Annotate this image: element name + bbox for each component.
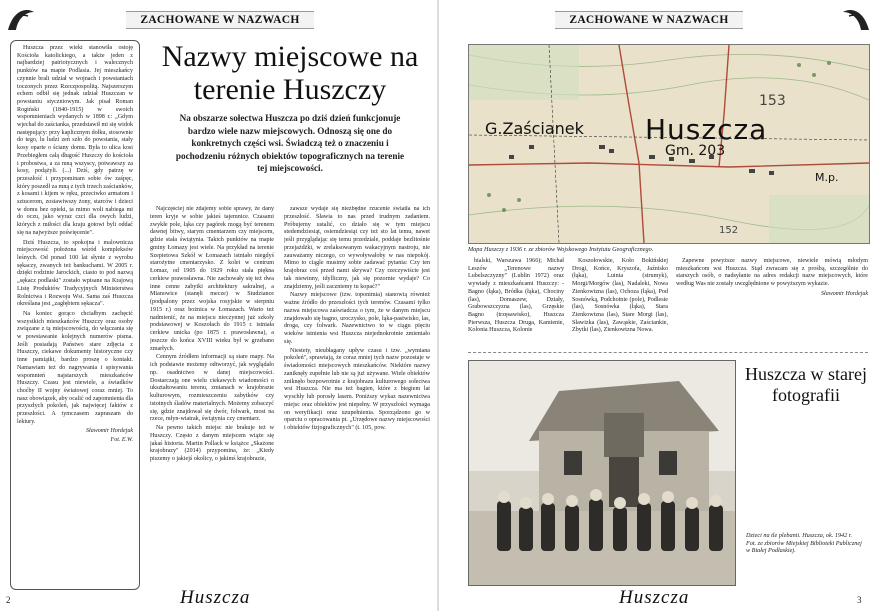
article-paragraph: Na pewno takich miejsc nie brakuje też w Huszczy. Często z danym miejscem wiąże się jakaś historia. Martin Pollack w książce „Skażone krajobrazy" (2014) przypomina, że: „Kiedy piszemy o jakiejś okolicy, o jakimś krajobrazie, (150, 425, 274, 462)
section-title: ZACHOWANE W NAZWACH (555, 11, 742, 29)
article-paragraph: Niestety, nieubłagany upływ czasu i tzw. „wymiana pokoleń", sprawiają, że coraz mniej tych nazw pozostaje w świadomości miejscowych mieszkańców. Niektóre nazwy zaniknęły zupełnie lub nie są już używane. Wiele obiektów zniknęło bezpowrotnie z krajobrazu kulturowego sołectwa wsi Huszcza. Nie ma też bagien, które z biegiem lat wyschły lub porosły lasem. Poniższy wykaz nazewnictwa miejsc oraz obiektów jest niepełny. W przyszłości wymaga on weryfikacji oraz uzupełnienia. Sporządzono go w oparciu o opracowania pt. „Urzędowe nazwy miejscowości i obiektów fizjograficznych" (t. 105, pow. (284, 347, 430, 431)
article-paragraph: Najczęściej nie zdajemy sobie sprawy, że dany teren kryje w sobie jakieś tajemnice. Czasami zwykłe pole, łąka czy pagórek mogą być terenem dawnej bitwy, starym cmentarzem czy miejscem, gdzie stała świątynia. Takich punktów na mapie gminy Łomazy jest wiele. Na przykład na terenie Szepietowa Szkół w Łomazach istniało niegdyś starożytne cmentarzysko. Z kolei w centrum Łomaz, od 1905 do 1929 roku stała piękna cerkiew prawosławna. Nie zachowały się też dwa inne cenne zabytki architektury sakralnej, a Mianowice (stanęli mecze) w Studziance (podpalony przez wojska rosyjskie w sierpniu 1915 r.) oraz bożnica w Łomazach. Warto też nadmienić, że na miejscu nieczynnej już szkoły podstawowej w Koszołach do 1915 r. istniała cerkiew unicka (po 1875 r. prawosławna), a jeszcze do końca XVIII wieku był w grzebano zmarłych. (150, 206, 274, 352)
article-column-2 (284, 206, 430, 586)
map-label-153: 153 (759, 93, 786, 109)
photo-icon (469, 361, 735, 585)
ornament-icon (841, 4, 871, 34)
magazine-logo: Huszcza (619, 587, 690, 608)
section-divider (468, 352, 868, 353)
photo-caption: Dzieci na tle plebanii. Huszcza, ok. 1942 r. Fot. ze zbiorów Miejskiej Biblioteki Publicznej w Białej Podlaskiej. (746, 532, 862, 555)
old-photograph (468, 360, 736, 586)
article-lead: Na obszarze sołectwa Huszcza po dziś dzień funkcjonuje bardzo wiele nazw miejscowych. Odnoszą się one do konkretnych części wsi. Świadczą też o znaczeniu i pochodzeniu różnych obiektów topograficznych na terenie tej miejscowości. (175, 113, 405, 173)
map-label-gm: Gm. 203 (665, 143, 726, 159)
names-paragraph: bialski, Warszawa 1966); Michał Leszów „Terenowe nazwy Lubelszczyzny" (Lublin 1972) oraz wywiady z mieszkańcami Huszczy: - Bagno (łąka), Bródka (łąka), Chociny (las), Domaszew, Działy, Grabowszczyzna (las), Grzęskie Bagno (trzęsawisko), Huszcza Pierwsza, Huszcza Druga, Kamienie, Kolonia Huszcza, Kolonie (468, 258, 564, 334)
names-column-2 (572, 258, 668, 336)
ornament-icon (6, 4, 36, 34)
intro-paragraph: Huszcza przez wieki stanowiła ostoję Kościoła katolickiego, a także jeden z najbardziej patriotycznych i walecznych punktów na mapie Podlasia. Jej mieszkańcy czynnie brali udział w wojnach i powstaniach toczonych przez Rzeczpospolitą. Najszerszym echem odbił się jednak udział Huszczan w powstaniu styczniowym. Jak pisał Roman Rogiński (1840-1915) w swoich wspomnieniach wydanych w 1898 r.: „Gdym wjechał do zaścianka, przedstawił mi się widok następujący: przy kaplicznym dołku, stosownie do tego, lu ludzi zeń szło do powstania, stały kosy oparte o ściany domu. Była to ulica kosi Przebiegłem całą długość Huszczy do kościoła i probostwa, a za mną wszyscy, potwawszy za kosy, podążyli. (...) Dziś, gdy patrzę w przeszłość i przypominam sobie ów zaśpęc, który poszedł za mną z tych trzech zaścianków, z kosami i kijem w ręku, przeciwko armatom i sztucerom, zostawiwszy żony, starców i dzieci w domu bez opieki, ta mimo woli nabiega mi do oczu, jako wyraz czci dla owych ludzi, których z miłości dla kraju gotowi byli oddać się na najwyższe poświęcenie". (17, 45, 133, 236)
intro-column (10, 40, 140, 590)
names-paragraph: Koszołowskie, Koło Bokińskiej Drogi, Końce, Kryszofa, Jaźnisko (łąka), Luinia (strumyk), Morgi/Morgów (las), Nadaleki, Nowa Zienkowtzna (las), Ochoza (łąka), Pod Sosnówką, Podchoinie (pole), Podlesie (las), Sosnówka (łąka), Stara Zienkowtzna (las), Stare Morgi (las), Sławizka (las), Zawąskie, Zaściankie, Zbytki (las), Zienkowtzna Nowa. (572, 258, 668, 334)
map-label-village: Huszcza (645, 113, 768, 146)
article-paragraph: zawsze wydaje się niezbędne rzucenie światła na ich przeszłość. Sławia to nas przed trudnym zadaniem. Próbujemy ustalić, co działo się w tym miejscu stedemdziesiąt, osiemdziesiąt czy też sto lat temu, nawet jeśli przyglądając się temu przedziale, poddaje bezlitośnie przejażdżki, w zrelaksowanym wakacyjnym nastroju, nie zauważamy niczego, co wywoływałoby w nas niepokój. Mimo to ciągle musimy sobie zadawać pytania: Czy ten krajobraz coś przed nami skrywa? Czy rzeczywiście jest tak niewinny, idylliczny, jak się pozornie wydaje? Co znajdziemy, jeśli zaczniemy tu kopać?" (284, 206, 430, 290)
photo-section-title: Huszcza w starej fotografii (745, 364, 867, 405)
map-caption: Mapa Huszczy z 1936 r. ze zbiorów Wojskowego Instytutu Geograficznego. (468, 246, 654, 253)
section-header (499, 8, 799, 32)
article-column-1 (150, 206, 274, 586)
names-column-1 (468, 258, 564, 336)
names-paragraph: Zapewne powyższe nazwy miejscowe, niewiele mówią młodym mieszkańcom wsi Huszcza. Stąd zwracam się z prośbą, szczególnie do starszych osób, o nadsyłanie na adres redakcji nazw miejscowych, które według Was nie zostały uwzględnione w powyższym wykazie. (676, 258, 868, 288)
page-number: 2 (6, 595, 11, 605)
intro-paragraph: Na koniec gorąco chciałbym zachęcić wszystkich mieszkańców Huszczy oraz osoby związane z tą miejscowością, do włączania się w powstawanie kolejnych numerów pisma. Jeśli posiadają Państwo stare zdjęcia z Huszczy, ciekawe dokumenty historyczne czy inne pamiątki, bardzo proszę o kontakt. Namawiam też do nagrywania i spisywania wspomnień najstarszych mieszkańców Huszczy. Czasu jest niewiele, a świadków choćby II wojny światowej coraz mniej. To nasz obowiązek, aby ocalić od zapomnienia dla przyszłych pokoleń, jak najwięcej faktów z przeszłości. A tymczasem zapraszam do lektury. (17, 310, 133, 425)
intro-paragraph: Dziś Huszcza, to spokojna i malownicza miejscowość położona wśród kompleksów leśnych. Od ponad 100 lat słynie z wyrobu sękaczy, zwanych też bankuchami. W 2005 r. dzięki rodzinie Jarockich, ciasto to pod nazwą „sękacz podlaski" zostało wpisane na Krajową Listę Produktów Tradycyjnych Ministerstwa Rolnictwa i Rozwoju Wsi. Sama zaś Huszcza określana jest „zagłębiem sękacza". (17, 239, 133, 308)
section-title: ZACHOWANE W NAZWACH (126, 11, 313, 29)
article-paragraph: Nazwy miejscowe (tzw. toponimia) stanowią również ważne źródło do przeszłości tych terenów. Czasami tylko nazwa miejscowa zaświadcza o tym, że w danym miejscu znajdowało się bagno, uroczysko, pole, łąka-pastwisko, las, droga, czy folwark. Nazewnictwo to w ciągu pięciu wieków istnienia wsi Huszcza niejednokrotnie zmieniało się. (284, 292, 430, 345)
photo-credit: Fot. E.W. (110, 437, 133, 444)
map-label-zascianek: G.Zaścianek (485, 119, 584, 138)
historical-map-image (468, 44, 870, 244)
article-paragraph: Cennym źródłem informacji są stare mapy. Na ich podstawie możemy odtworzyć, jak wyglądało np. osadnictwo w danej miejscowości. Dostarczają one wielu ciekawych wiadomości o ukształtowaniu terenu, zmianach w krajobrazie kulturowym, rozmieszczeniu zabytków czy istotnych śladów materialnych. Możemy zobaczyć się, gdzie znajdował się dwór, folwark, most na rzece, młyn-wiatrak, świątynia czy cmentarz. (150, 354, 274, 423)
names-column-3 (676, 258, 868, 298)
signature: Sławomir Hordejuk (86, 428, 133, 435)
article-headline: Nazwy miejscowe na terenie Huszczy (161, 40, 419, 106)
left-page (0, 0, 438, 611)
map-label-mp: M.p. (815, 171, 839, 184)
map-label-152: 152 (719, 225, 739, 236)
section-header (40, 8, 400, 32)
page-number: 3 (857, 595, 862, 605)
signature: Sławomir Hordejuk (821, 290, 868, 297)
magazine-logo: Huszcza (180, 587, 251, 608)
